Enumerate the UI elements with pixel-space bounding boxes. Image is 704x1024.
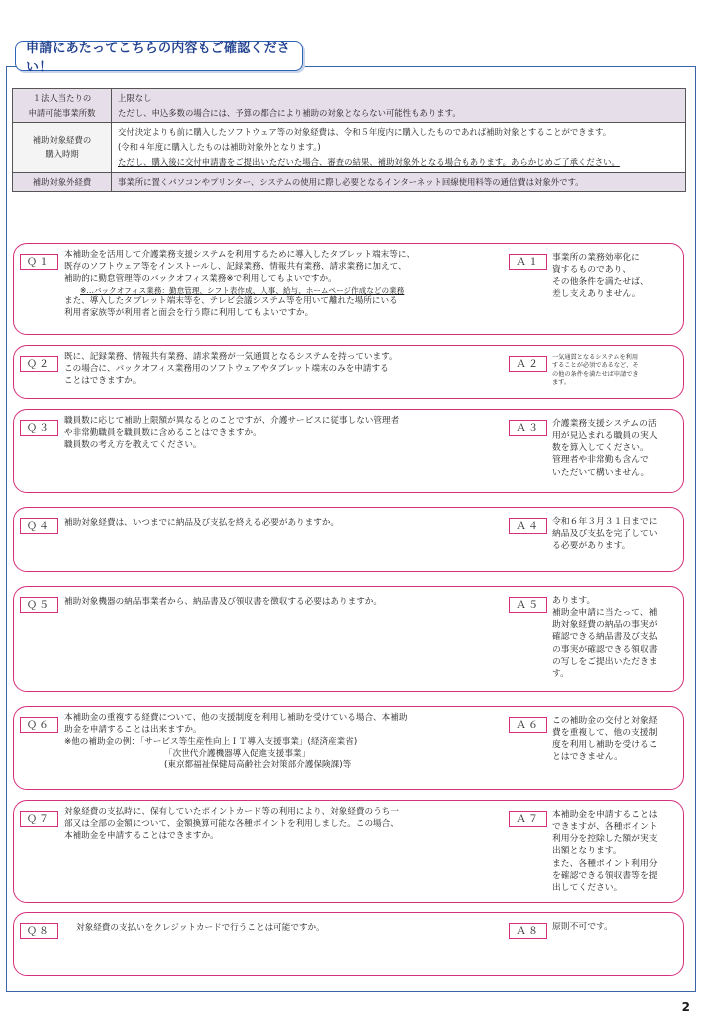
question-line: 本補助金を活用して介護業務支援システムを利用するために導入したタブレット端末等に、 bbox=[64, 250, 416, 260]
question-tag: Ｑ４ bbox=[20, 518, 58, 534]
question-line: 部又は全部の金額について、金額換算可能な各種ポイントを利用しました。この場合、 bbox=[64, 818, 399, 829]
answer-tag: Ａ５ bbox=[509, 597, 547, 613]
qa-box-5 bbox=[13, 586, 684, 692]
info-value-line: (令和４年度に購入したものは補助対象外となります。) bbox=[118, 142, 321, 153]
qa-box-1 bbox=[13, 243, 684, 335]
answer-line: 一気通貫となるシステムを利用 bbox=[552, 354, 639, 361]
question-line: (東京都福祉保健局高齢社会対策部介護保険課)等 bbox=[164, 760, 352, 771]
question-line: 助金を申請することは出来ますか。 bbox=[64, 724, 202, 735]
qa-box-2 bbox=[13, 345, 684, 399]
answer-text bbox=[552, 921, 680, 933]
info-label-line: 購入時期 bbox=[45, 149, 79, 160]
question-tag: Ｑ７ bbox=[20, 811, 58, 827]
question-line: 補助対象経費は、いつまでに納品及び支払を終える必要がありますか。 bbox=[64, 518, 340, 528]
question-tag: Ｑ１ bbox=[20, 254, 58, 270]
answer-tag: Ａ１ bbox=[509, 254, 547, 270]
question-text bbox=[64, 416, 504, 452]
question-text bbox=[64, 352, 504, 388]
question-note: ※…バックオフィス業務：勤怠管理、シフト表作成、人事、給与、ホームページ作成などの業務 bbox=[80, 285, 405, 295]
answer-tag: Ａ３ bbox=[509, 420, 547, 436]
question-line: ことはできますか。 bbox=[64, 375, 142, 386]
question-line: 対象経費の支払いをクレジットカードで行うことは可能ですか。 bbox=[76, 923, 325, 933]
answer-line: 管理者や非常勤も含んで bbox=[552, 455, 649, 466]
answer-line: 出額となります。 bbox=[552, 846, 622, 857]
answer-text bbox=[552, 809, 680, 894]
question-line: や非常勤職員を職員数に含めることはできますか。 bbox=[64, 427, 262, 438]
answer-line: る必要があります。 bbox=[552, 541, 631, 552]
info-value-line: 上限なし bbox=[118, 93, 152, 103]
info-label-line: 補助対象経費の bbox=[32, 134, 92, 145]
question-line: 補助対象機器の納品事業者から、納品書及び領収書を徴収する必要はありますか。 bbox=[64, 597, 382, 607]
answer-line: あります。 bbox=[552, 596, 596, 606]
question-text bbox=[64, 518, 504, 530]
info-value-line: 事業所に置くパソコンやプリンター、システムの使用に際し必要となるインターネット回線使用料等の通信費は対象外です。 bbox=[118, 176, 584, 187]
question-line: 「次世代介護機器導入促進支援事業」 bbox=[164, 748, 311, 759]
answer-tag: Ａ２ bbox=[509, 356, 547, 372]
qa-box-3 bbox=[13, 409, 684, 493]
answer-text bbox=[552, 418, 680, 479]
answer-line: その他条件を満たせば、 bbox=[552, 277, 649, 288]
answer-line: できますが、各種ポイント bbox=[552, 822, 658, 833]
info-row bbox=[13, 89, 686, 123]
answer-line: 資するものであり、 bbox=[552, 265, 632, 276]
answer-line: 原則不可です。 bbox=[552, 922, 613, 932]
info-label bbox=[13, 123, 112, 172]
answer-line: す。 bbox=[552, 668, 569, 679]
question-text bbox=[64, 713, 504, 772]
answer-line: 利用分を控除した額が実支 bbox=[552, 834, 658, 845]
info-label-line: 補助対象外経費 bbox=[32, 176, 92, 187]
qa-box-7 bbox=[13, 800, 684, 903]
info-value-line: ただし、購入後に交付申請書をご提出いただいた場合、審査の結果、補助対象外となる場合もあります。あらかじめご了承ください。 bbox=[118, 156, 620, 167]
info-table bbox=[12, 88, 686, 192]
info-label-line: １法人当たりの bbox=[32, 93, 92, 103]
info-row bbox=[13, 172, 686, 192]
answer-text bbox=[552, 715, 680, 764]
answer-line: 事業所の業務効率化に bbox=[552, 253, 640, 263]
answer-line: また、各種ポイント利用分 bbox=[552, 858, 658, 869]
answer-line: 助対象経費の納品の事実が bbox=[552, 620, 658, 631]
answer-tag: Ａ４ bbox=[509, 518, 547, 534]
answer-line: の他の条件を満たせば申請でき bbox=[552, 370, 639, 378]
info-value-line: ただし、申込多数の場合には、予算の都合により補助の対象とならない可能性もあります。 bbox=[118, 107, 461, 118]
answer-line: 令和６年３月３１日までに bbox=[552, 517, 658, 527]
question-line: 対象経費の支払時に、保有していたポイントカード等の利用により、対象経費のうち一 bbox=[64, 807, 399, 817]
answer-line: 確認できる納品書及び支払 bbox=[552, 632, 658, 643]
answer-line: いただいて構いません。 bbox=[552, 467, 650, 478]
info-value bbox=[112, 172, 686, 192]
question-tag: Ｑ２ bbox=[20, 356, 58, 372]
question-text bbox=[64, 597, 504, 609]
question-line: 本補助金を申請することはできますか。 bbox=[64, 830, 219, 841]
answer-line: とはできません。 bbox=[552, 752, 623, 763]
answer-line: 費を重複して、他の支援制 bbox=[552, 728, 658, 739]
answer-line: 補助金申請に当たって、補 bbox=[552, 608, 658, 619]
answer-tag: Ａ６ bbox=[509, 717, 547, 733]
answer-line: の写しをご提出いただきま bbox=[552, 656, 658, 667]
answer-line: を確認できる領収書等を提 bbox=[552, 870, 658, 881]
answer-text bbox=[552, 354, 680, 387]
question-line: 職員数に応じて補助上限額が異なるとのことですが、介護サービスに従事しない管理者 bbox=[64, 416, 400, 426]
info-label bbox=[13, 172, 112, 192]
answer-line: 差し支えありません。 bbox=[552, 289, 641, 300]
info-label bbox=[13, 89, 112, 123]
answer-line: 出してください。 bbox=[552, 882, 623, 893]
question-tag: Ｑ６ bbox=[20, 717, 58, 733]
answer-text bbox=[552, 595, 680, 680]
question-text bbox=[64, 250, 504, 320]
info-row bbox=[13, 123, 686, 172]
answer-line: この補助金の交付と対象経 bbox=[552, 716, 658, 726]
page-heading: 申請にあたってこちらの内容もご確認ください！ bbox=[15, 41, 303, 71]
answer-line: 納品及び支払を完了してい bbox=[552, 529, 658, 540]
info-value bbox=[112, 89, 686, 123]
info-value bbox=[112, 123, 686, 172]
question-tag: Ｑ８ bbox=[20, 923, 58, 939]
answer-tag: Ａ７ bbox=[509, 811, 547, 827]
question-line: 既に、記録業務、情報共有業務、請求業務が一気通貫となるシステムを持っています。 bbox=[64, 352, 398, 362]
question-line: ※他の補助金の例：「サービス等生産性向上ＩＴ導入支援事業」(経済産業省) bbox=[64, 736, 358, 747]
answer-text bbox=[552, 252, 680, 301]
question-line: 職員数の考え方を教えてください。 bbox=[64, 439, 202, 450]
answer-line: 数を算入してください。 bbox=[552, 443, 649, 454]
question-tag: Ｑ３ bbox=[20, 420, 58, 436]
answer-line: の事実が確認できる領収書 bbox=[552, 644, 658, 655]
answer-line: 本補助金を申請することは bbox=[552, 810, 658, 820]
question-line: また、導入したタブレット端末等を、テレビ会議システム等を用いて離れた場所にいる bbox=[64, 296, 398, 307]
qa-box-6 bbox=[13, 706, 684, 790]
answer-line: 度を利用し補助を受けるこ bbox=[552, 740, 658, 751]
page-number: 2 bbox=[681, 1000, 690, 1014]
question-tag: Ｑ５ bbox=[20, 597, 58, 613]
answer-line: ます。 bbox=[552, 379, 571, 387]
qa-box-8 bbox=[13, 912, 684, 976]
question-line: 本補助金の重複する経費について、他の支援制度を利用し補助を受けている場合、本補助 bbox=[64, 713, 408, 723]
answer-line: することが必須であるなど、そ bbox=[552, 362, 639, 370]
answer-line: 介護業務支援システムの活 bbox=[552, 419, 657, 429]
info-value-line: 交付決定よりも前に購入したソフトウェア等の対象経費は、令和５年度内に購入したものであれば補助対象とすることができます。 bbox=[118, 127, 612, 138]
question-text bbox=[64, 807, 504, 843]
question-line: 利用者家族等が利用者と面会を行う際に利用してもよいですか。 bbox=[64, 307, 314, 318]
question-line: 既存のソフトウェア等をインストールし、記録業務、情報共有業務、請求業務に加えて、 bbox=[64, 261, 407, 272]
answer-text bbox=[552, 516, 680, 552]
qa-box-4 bbox=[13, 507, 684, 572]
question-line: この場合に、バックオフィス業務用のソフトウェアやタブレット端末のみを申請する bbox=[64, 363, 389, 374]
question-line: 補助的に勤怠管理等のバックオフィス業務※で利用してもよいですか。 bbox=[64, 273, 337, 284]
info-label-line: 申請可能事業所数 bbox=[28, 107, 96, 118]
answer-line: 用が見込まれる職員の実人 bbox=[552, 431, 658, 442]
question-text bbox=[76, 923, 516, 935]
answer-tag: Ａ８ bbox=[509, 923, 547, 939]
